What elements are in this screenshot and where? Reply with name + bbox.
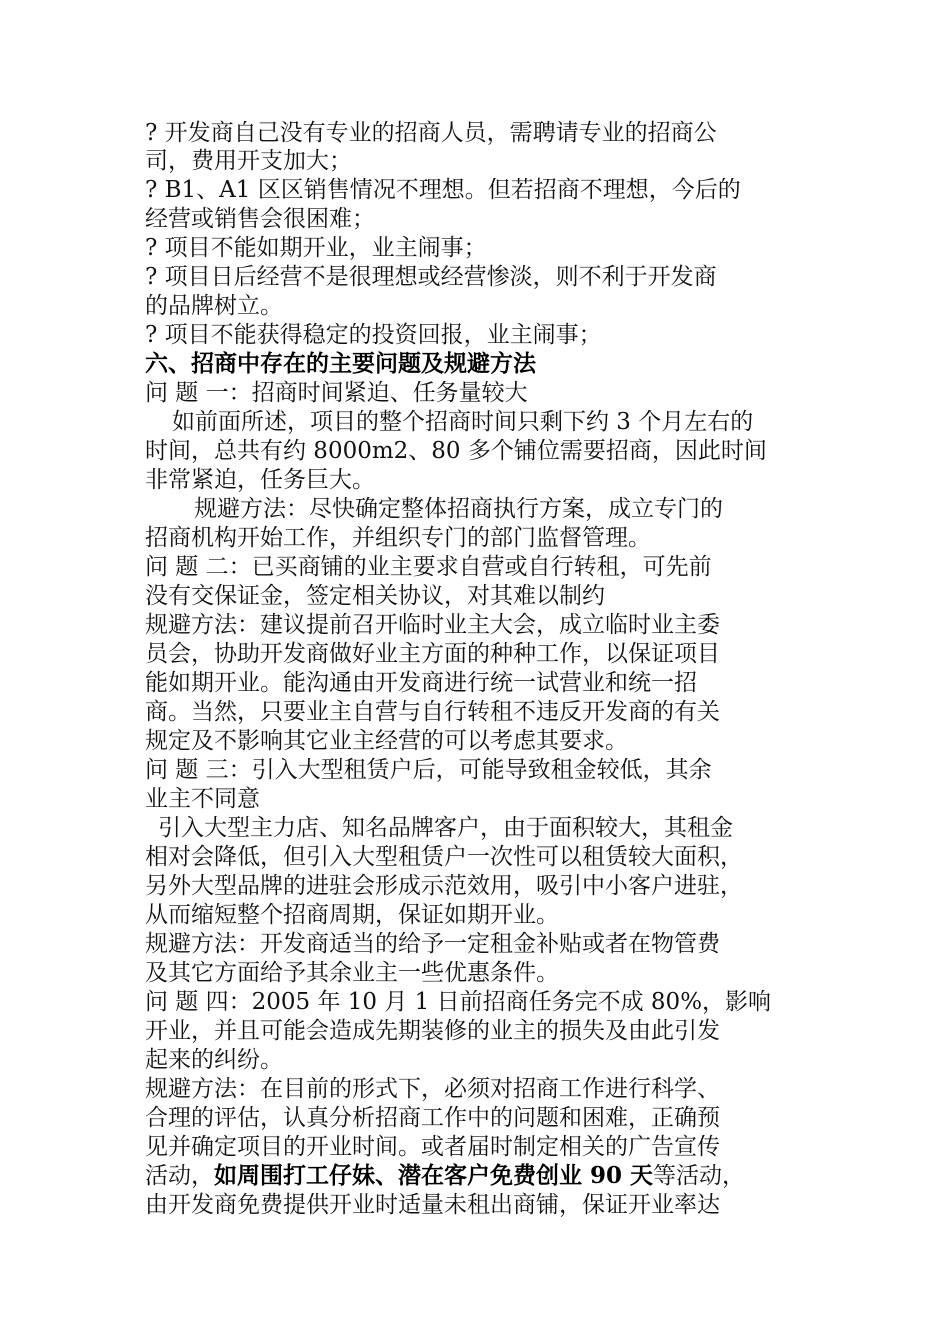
text-line: 规避方法：尽快确定整体招商执行方案，成立专门的 — [194, 496, 723, 522]
text-line: 开业，并且可能会造成先期装修的业主的损失及由此引发 — [145, 1018, 720, 1044]
bold-text-run: 如周围打工仔妹、潜在客户免费创业 90 天 — [214, 1162, 654, 1189]
text-line: 没有交保证金，签定相关协议，对其难以制约 — [145, 583, 605, 609]
text-line: 员会，协助开发商做好业主方面的种种工作，以保证项目 — [145, 641, 720, 667]
text-line: 起来的纠纷。 — [145, 1047, 283, 1073]
text-run: 等活动， — [653, 1163, 746, 1189]
text-line: 规避方法：开发商适当的给予一定租金补贴或者在物管费 — [145, 931, 720, 957]
text-line: ? 项目不能获得稳定的投资回报，业主闹事； — [145, 322, 602, 348]
text-line: 相对会降低，但引入大型租赁户一次性可以租赁较大面积， — [145, 844, 743, 870]
text-line: 由开发商免费提供开业时适量未租出商铺，保证开业率达 — [145, 1192, 720, 1218]
text-run: 活动， — [145, 1163, 214, 1189]
text-line: 经营或销售会很困难； — [145, 206, 375, 232]
section-heading: 六、招商中存在的主要问题及规避方法 — [145, 350, 536, 377]
text-line: 能如期开业。能沟通由开发商进行统一试营业和统一招 — [145, 670, 697, 696]
text-line: 引入大型主力店、知名品牌客户，由于面积较大，其租金 — [158, 815, 733, 841]
text-line: 如前面所述，项目的整个招商时间只剩下约 3 个月左右的 — [172, 409, 754, 435]
text-line: 非常紧迫，任务巨大。 — [145, 467, 375, 493]
text-line: 业主不同意 — [145, 786, 260, 812]
text-line: 规避方法：在目前的形式下，必须对招商工作进行科学、 — [145, 1076, 720, 1102]
text-line: 司，费用开支加大； — [145, 148, 352, 174]
text-line: 时间，总共有约 8000m2、80 多个铺位需要招商，因此时间 — [145, 438, 767, 464]
text-line: 招商机构开始工作，并组织专门的部门监督管理。 — [145, 525, 651, 551]
text-line: 规定及不影响其它业主经营的可以考虑其要求。 — [145, 728, 628, 754]
text-line: 的品牌树立。 — [145, 293, 283, 319]
text-line: 合理的评估，认真分析招商工作中的问题和困难，正确预 — [145, 1105, 720, 1131]
text-line: ? 开发商自己没有专业的招商人员，需聘请专业的招商公 — [145, 120, 717, 146]
problem-heading: 问 题 四：2005 年 10 月 1 日前招商任务完不成 80%，影响 — [145, 989, 772, 1015]
problem-heading: 问 题 三：引入大型租赁户后，可能导致租金较低，其余 — [145, 757, 712, 783]
text-line: 见并确定项目的开业时间。或者届时制定相关的广告宣传 — [145, 1134, 720, 1160]
text-line: ? 项目日后经营不是很理想或经营惨淡，则不利于开发商 — [145, 264, 717, 290]
problem-heading: 问 题 二：已买商铺的业主要求自营或自行转租，可先前 — [145, 554, 712, 580]
text-line: 及其它方面给予其余业主一些优惠条件。 — [145, 960, 559, 986]
text-line: 规避方法：建议提前召开临时业主大会，成立临时业主委 — [145, 612, 720, 638]
text-line: 从而缩短整个招商周期，保证如期开业。 — [145, 902, 559, 928]
text-line: 商。当然，只要业主自营与自行转租不违反开发商的有关 — [145, 699, 720, 725]
text-line-mixed — [145, 1161, 745, 1191]
problem-heading: 问 题 一：招商时间紧迫、任务量较大 — [145, 380, 528, 406]
text-line: ? B1、A1 区区销售情况不理想。但若招商不理想，今后的 — [145, 177, 741, 203]
text-line: ? 项目不能如期开业，业主闹事； — [145, 235, 487, 261]
text-line: 另外大型品牌的进驻会形成示范效用，吸引中小客户进驻， — [145, 873, 743, 899]
